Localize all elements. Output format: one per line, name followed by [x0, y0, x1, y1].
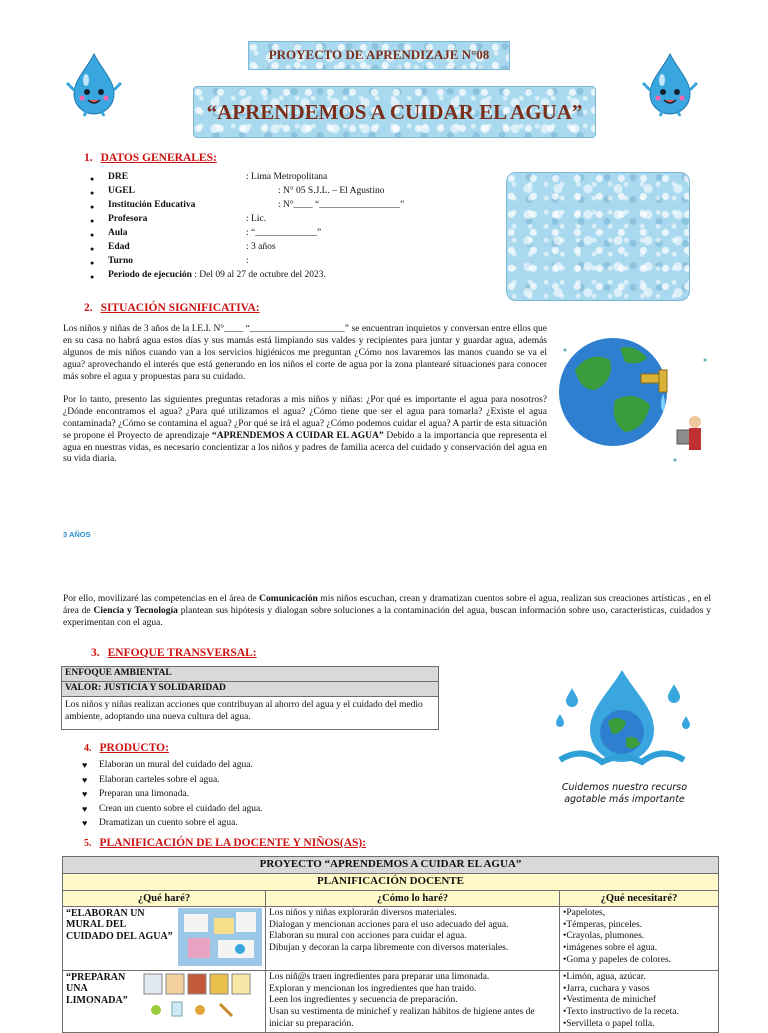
- list-item: ● Edad : 3 años: [84, 242, 484, 256]
- list-item: ● Institución Educativa : N°____ “_________________”: [84, 200, 484, 214]
- water-texture-image: [506, 172, 690, 301]
- project-title: “APRENDEMOS A CUIDAR EL AGUA”: [206, 99, 583, 124]
- mural-photo-icon: [178, 908, 262, 966]
- water-drop-mascot-right-icon: [640, 50, 700, 116]
- table-cell: • Limón, agua, azúcar. • Jarra, cuchara y vasos • Vestimenta de minichef • Texto instructivo de la receta. • Servilleta o papel tolla.: [560, 970, 719, 1032]
- table-row: [63, 970, 719, 1032]
- column-header: ¿Qué haré?: [63, 890, 266, 906]
- water-drop-mascot-left-icon: [64, 50, 124, 116]
- table-row: [63, 906, 719, 970]
- table-title: PROYECTO “APRENDEMOS A CUIDAR EL AGUA”: [63, 857, 719, 874]
- situacion-paragraph-2: Por lo tanto, presento las siguientes preguntas retadoras a mis niños y niñas: ¿Por qué es importante el agua para nosotros? ¿Dónde encontramos el agua? ¿Para qué utilizamos el agua? ¿Cómo tiene que ser el agua para tomarla? ¿Existe el agua contaminada? ¿Cómo se contamina el agua? ¿Por qué se irá el agua? ¿Cómo podemos cuidar el agua? A partir de esta situación se propone el Proyecto de aprendizaje “APRENDEMOS A CUIDAR EL AGUA” Debido a la importancia que representa el agua en nuestras vidas, es necesario concientizar a los niños y padres de familia acerca del cuidado y conservación del agua en su vida diaria.: [63, 395, 547, 465]
- planificacion-table: [62, 856, 719, 1033]
- competencias-paragraph: Por ello, movilizaré las competencias en el área de Comunicación mis niños escuchan, crean y dramatizan cuentos sobre el agua, realizan sus creaciones artísticas , en el área de Ciencia y Tecnología plantean sus hipótesis y dialogan sobre soluciones a la contaminación del agua, buscan información sobre uso, características, cuidados y experimentan con el agua.: [63, 594, 711, 628]
- poster-caption: Cuidemos nuestro recurso agotable más importante: [561, 782, 688, 805]
- table-cell: • Papelotes, • Témperas, pinceles. • Crayolas, plumones. • imágenes sobre el agua. • Goma y papeles de colores.: [560, 906, 719, 970]
- table-cell: Los niños y niñas explorarán diversos materiales. Dialogan y mencionan acciones para el uso adecuado del agua. Elaboran su mural con acciones para cuidar el agua. Dibujan y decoran la carpa libremente con diversos materiales.: [266, 906, 560, 970]
- project-title-banner: [193, 86, 596, 138]
- section-situacion-heading: 2. SITUACIÓN SIGNIFICATIVA:: [84, 302, 260, 314]
- column-header: ¿Qué necesitaré?: [560, 890, 719, 906]
- enfoque-name: ENFOQUE AMBIENTAL: [62, 667, 439, 682]
- list-item: ● Profesora : Lic.: [84, 214, 484, 228]
- producto-list: [80, 760, 380, 833]
- list-item: ● Aula : “_____________”: [84, 228, 484, 242]
- project-number-banner: [248, 41, 510, 70]
- situacion-paragraph-1: Los niños y niñas de 3 años de la I.E.I. N°____ “____________________” se encuentran inquietos y conversan entre ellos que en su casa no habrá agua estos días y sus mamás está limpiando sus valdes y recipientes para juntar y guardar agua, además algunos de mis niños cuando van a los servicios higiénicos me preguntan ¿Cómo nos lavaremos las manos cuando se va el agua? aprovechando el interés que está generando en los niños el corte de agua por la zona plantearé situaciones para conocer más sobre el agua y propuestas para su cuidado.: [63, 324, 547, 382]
- table-subtitle: PLANIFICACIÓN DOCENTE: [63, 873, 719, 890]
- section-planificacion-heading: 5. PLANIFICACIÓN DE LA DOCENTE Y NIÑOS(AS):: [84, 837, 367, 849]
- column-header: ¿Cómo lo haré?: [266, 890, 560, 906]
- enfoque-valor: VALOR: JUSTICIA Y SOLIDARIDAD: [62, 681, 439, 696]
- table-cell: “PREPARAN UNA LIMONADA”: [63, 970, 266, 1032]
- list-item: ♥ Preparan una limonada.: [80, 789, 380, 804]
- lemonade-icons: [142, 972, 262, 1022]
- list-item: ● Turno :: [84, 256, 484, 270]
- section-datos-generales-heading: 1. DATOS GENERALES:: [84, 152, 217, 164]
- age-label: 3 AÑOS: [63, 530, 91, 539]
- enfoque-table: [61, 666, 439, 730]
- water-poster-illustration-icon: [542, 664, 702, 774]
- section-producto-heading: 4. PRODUCTO:: [84, 742, 169, 754]
- table-cell: Los niñ@s traen ingredientes para preparar una limonada. Exploran y mencionan los ingredientes que han traido. Leen los ingredientes y secuencia de preparación. Usan su vestimenta de minichef y realizan hábitos de higiene antes de iniciar su preparación.: [266, 970, 560, 1032]
- section-enfoque-heading: 3. ENFOQUE TRANSVERSAL:: [91, 647, 257, 659]
- list-item: ♥ Crean un cuento sobre el cuidado del agua.: [80, 804, 380, 819]
- list-item: ● UGEL : N° 05 S.J.L. – El Agustino: [84, 186, 484, 200]
- list-item: ● Periodo de ejecución : Del 09 al 27 de octubre del 2023.: [84, 270, 484, 284]
- table-cell: “ELABORAN UN MURAL DEL CUIDADO DEL AGUA”: [63, 906, 266, 970]
- list-item: ● DRE : Lima Metropolitana: [84, 172, 484, 186]
- earth-faucet-illustration-icon: [555, 330, 720, 470]
- list-item: ♥ Elaboran un mural del cuidado del agua.: [80, 760, 380, 775]
- list-item: ♥ Dramatizan un cuento sobre el agua.: [80, 818, 380, 833]
- project-number: PROYECTO DE APRENDIZAJE N°08: [268, 47, 490, 63]
- datos-generales-list: [84, 172, 484, 284]
- list-item: ♥ Elaboran carteles sobre el agua.: [80, 775, 380, 790]
- enfoque-descripcion: Los niños y niñas realizan acciones que contribuyan al ahorro del agua y el cuidado del medio ambiente, adoptando una nueva cultura del agua.: [62, 696, 439, 729]
